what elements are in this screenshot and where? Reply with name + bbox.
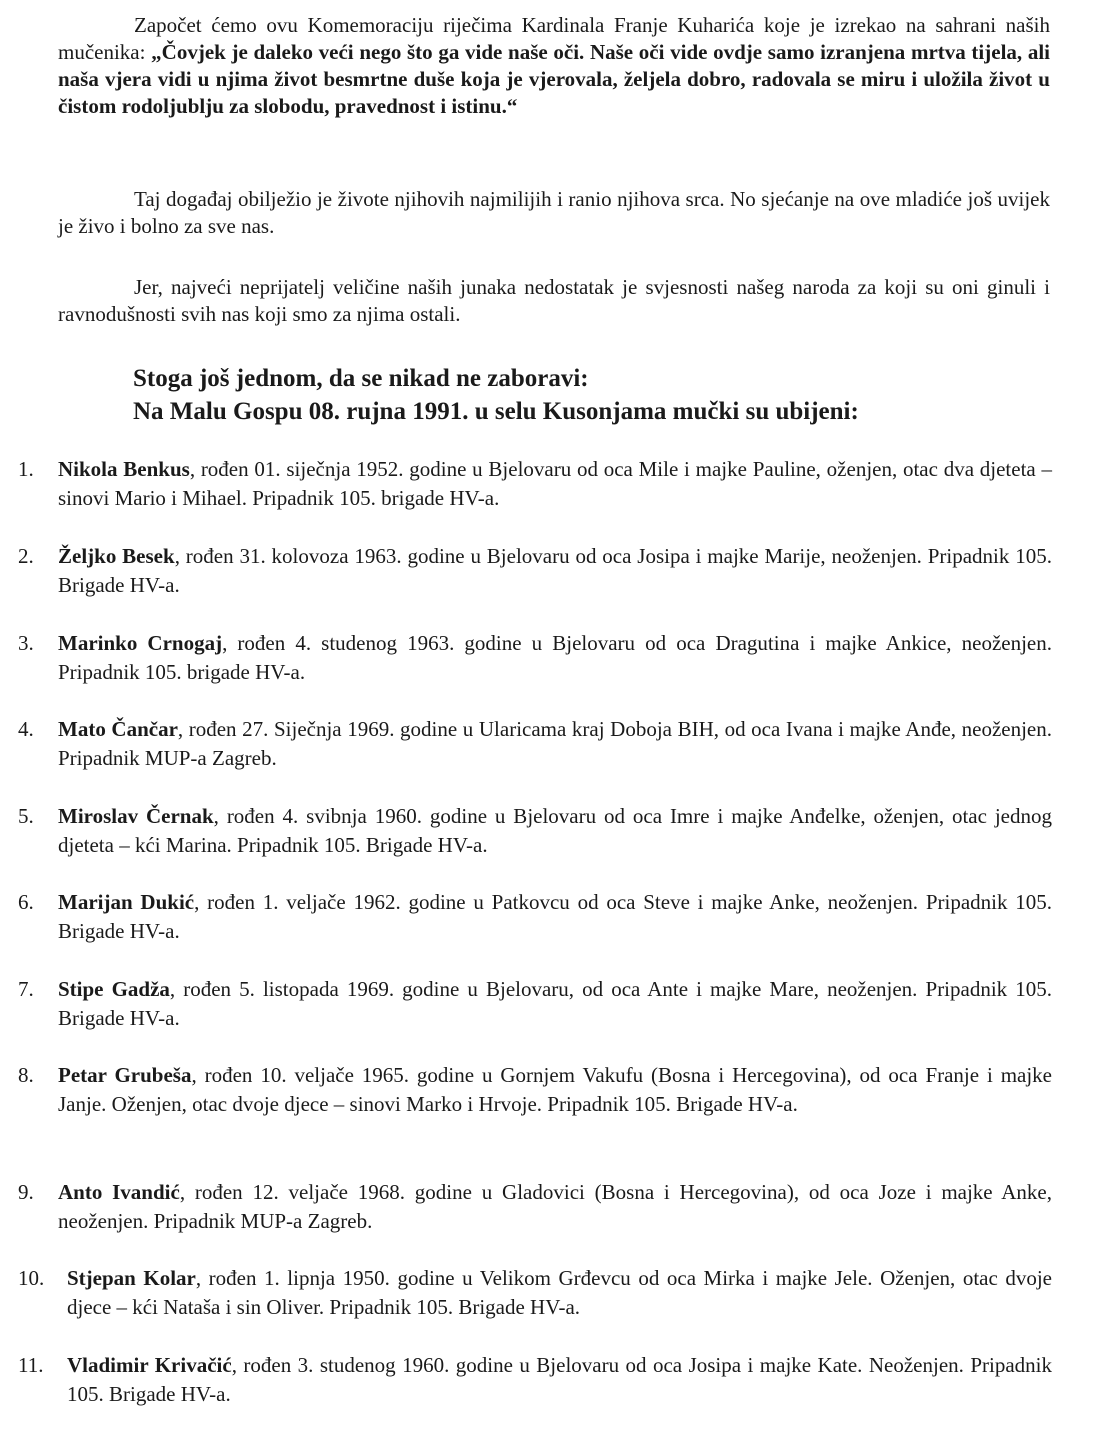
entry-number: 4. [18,717,34,741]
intro-paragraph-enemy [58,274,1050,328]
entry-number: 5. [18,804,34,828]
entry-number: 3. [18,631,34,655]
victim-name: Marijan Dukić [58,890,195,914]
event-text: Taj događaj obilježio je živote njihovih najmilijih i ranio njihova srca. No sjećanje na ove mladiće još uvijek je živo i bolno za sve nas. [58,187,1050,238]
victim-name: Miroslav Černak [58,804,214,828]
victim-name: Nikola Benkus [58,457,190,481]
victim-name: Anto Ivandić [58,1180,180,1204]
victim-details: , rođen 3. studenog 1960. godine u Bjelovaru od oca Josipa i majke Kate. Neoženjen. Pripadnik 105. Brigade HV-a. [67,1353,1052,1406]
victim-details: , rođen 10. veljače 1965. godine u Gornjem Vakufu (Bosna i Hercegovina), od oca Franje i majke Janje. Oženjen, otac dvoje djece – sinovi Marko i Hrvoje. Pripadnik 105. Brigade HV-a. [58,1063,1053,1116]
victim-name: Petar Grubeša [58,1063,192,1087]
victim-entry [18,715,1052,773]
victim-entry [18,455,1052,513]
victim-name: Mato Čančar [58,717,178,741]
heading-line-2: Na Malu Gospu 08. rujna 1991. u selu Kusonjama mučki su ubijeni: [133,398,859,425]
victim-name: Vladimir Krivačić [67,1353,232,1377]
entry-number: 11. [18,1353,44,1377]
victim-details: , rođen 5. listopada 1969. godine u Bjelovaru, od oca Ante i majke Mare, neoženjen. Pripadnik 105. Brigade HV-a. [58,977,1052,1030]
entry-number: 9. [18,1180,34,1204]
entry-number: 2. [18,544,34,568]
victim-details: , rođen 4. svibnja 1960. godine u Bjelovaru od oca Imre i majke Anđelke, oženjen, otac jednog djeteta – kći Marina. Pripadnik 105. Brigade HV-a. [58,804,1052,857]
victim-entry [18,1061,1052,1119]
victim-entry [18,629,1052,687]
victim-entry [18,802,1052,860]
memorial-heading [133,362,1063,428]
victim-details: , rođen 1. veljače 1962. godine u Patkovcu od oca Steve i majke Anke, neoženjen. Pripadnik 105. Brigade HV-a. [58,890,1053,943]
entry-number: 8. [18,1063,34,1087]
entry-number: 10. [18,1266,45,1290]
victim-details: , rođen 31. kolovoza 1963. godine u Bjelovaru od oca Josipa i majke Marije, neoženjen. Pripadnik 105. Brigade HV-a. [58,544,1052,597]
victim-details: , rođen 27. Siječnja 1969. godine u Ularicama kraj Doboja BIH, od oca Ivana i majke Anđe, neoženjen. Pripadnik MUP-a Zagreb. [58,717,1052,770]
victim-details: , rođen 4. studenog 1963. godine u Bjelovaru od oca Dragutina i majke Ankice, neoženjen. Pripadnik 105. brigade HV-a. [58,631,1053,684]
entry-number: 7. [18,977,34,1001]
enemy-text: Jer, najveći neprijatelj veličine naših junaka nedostatak je svjesnosti našeg naroda za koji su oni ginuli i ravnodušnosti svih nas koji smo za njima ostali. [58,275,1050,326]
entry-number: 6. [18,890,34,914]
victim-entry [18,1178,1052,1236]
victim-name: Stjepan Kolar [67,1266,196,1290]
victim-name: Stipe Gadža [58,977,170,1001]
victim-details: , rođen 1. lipnja 1950. godine u Velikom Grđevcu od oca Mirka i majke Jele. Oženjen, otac dvoje djece – kći Nataša i sin Oliver. Pripadnik 105. Brigade HV-a. [67,1266,1052,1319]
intro-paragraph-quote [58,12,1050,120]
heading-line-1: Stoga još jednom, da se nikad ne zaboravi: [133,365,589,392]
victim-entry [18,542,1052,600]
intro-paragraph-event [58,186,1050,240]
victim-entry [18,975,1052,1033]
victim-details: , rođen 01. siječnja 1952. godine u Bjelovaru od oca Mile i majke Pauline, oženjen, otac dva djeteta – sinovi Mario i Mihael. Pripadnik 105. brigade HV-a. [58,457,1052,510]
victim-entry [18,1351,1052,1409]
victim-name: Marinko Crnogaj [58,631,223,655]
victim-entry [18,888,1052,946]
intro-lead-text: Započet ćemo ovu Komemoraciju riječima Kardinala Franje Kuharića koje je izrekao na sahrani naših mučenika: [58,13,1050,64]
victim-details: , rođen 12. veljače 1968. godine u Gladovici (Bosna i Hercegovina), od oca Joze i majke Anke, neoženjen. Pripadnik MUP-a Zagreb. [58,1180,1052,1233]
cardinal-quote: „Čovjek je daleko veći nego što ga vide naše oči. Naše oči vide ovdje samo izranjena mrtva tijela, ali naša vjera vidi u njima život besmrtne duše koja je vjerovala, željela dobro, radovala se miru i uložila život u čistom rodoljublju za slobodu, pravednost i istinu.“ [58,40,1051,118]
entry-number: 1. [18,457,34,481]
victim-name: Željko Besek [58,544,175,568]
victim-entry [18,1264,1052,1322]
